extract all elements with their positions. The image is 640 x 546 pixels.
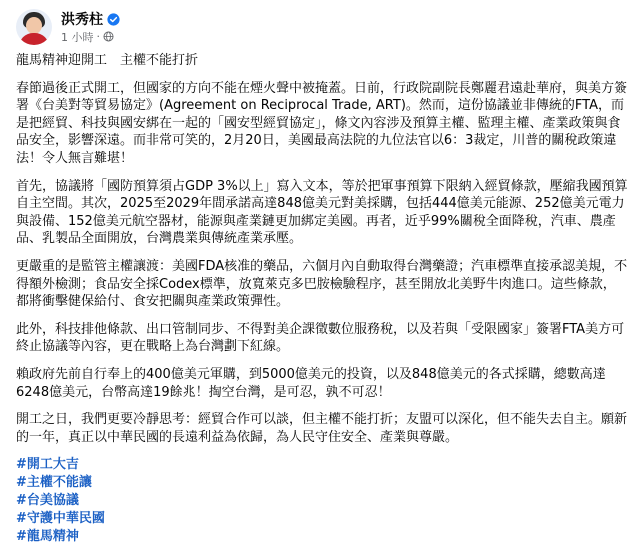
- post-paragraph: 開工之日，我們更要冷靜思考：經貿合作可以談，但主權不能打折；友盟可以深化，但不能失去自主。願新的一年，真正以中華民國的長遠利益為依歸，為人民守住安全、產業與尊嚴。: [16, 412, 628, 445]
- hashtag-link[interactable]: #龍馬精神: [16, 529, 79, 545]
- avatar[interactable]: [16, 9, 52, 45]
- post-paragraph: 賴政府先前自行奉上的400億美元軍購，到5000億美元的投資，以及848億美元的各式採購，總數高達6248億美元，台幣高達19餘兆！掏空台灣，是可忍，孰不可忍！: [16, 366, 606, 400]
- hashtag-link[interactable]: #守護中華民國: [16, 511, 105, 527]
- hashtag-link[interactable]: #主權不能讓: [16, 475, 92, 491]
- post-paragraph: 首先，協議將「國防預算須占GDP 3%以上」寫入文本，等於把軍事預算下限納入經貿條款，壓縮我國預算自主空間。其次，2025至2029年間承諾高達848億美元對美採購，包括444億美元能源、252億美元電力與設備、152億美元航空器材，能源與產業鏈更加綁定美國。再者，近乎99%關稅全面降稅，汽車、農產品、乳製品全面開放，台灣農業與傳統產業承壓。: [16, 178, 628, 247]
- post-timestamp[interactable]: 1 小時: [61, 30, 94, 44]
- post-paragraph: 此外，科技排他條款、出口管制同步、不得對美企課徵數位服務稅，以及若與「受限國家」簽署FTA美方可終止協議等內容，更在戰略上為台灣劃下紅線。: [16, 321, 625, 355]
- post-body: [16, 52, 628, 546]
- post-paragraph: 春節過後正式開工，但國家的方向不能在煙火聲中被掩蓋。日前，行政院副院長鄭麗君遠赴華府，與美方簽署《台美對等貿易協定》(Agreement on Reciprocal Trade, ART)。然而，這份協議並非傳統的FTA，而是把經貿、科技與國安綁在一起的「國安型經貿協定」，條文內容涉及預算主權、監理主權、產業政策與食品安全，影響深遠。而非常可笑的，2月20日，美國最高法院的九位法官以6：3裁定，川普的關稅政策違法！令人無言難堪！: [16, 80, 628, 166]
- post-header: [16, 10, 120, 44]
- verified-badge-icon: [107, 13, 120, 26]
- post-paragraph: 更嚴重的是監管主權讓渡：美國FDA核准的藥品，六個月內自動取得台灣藥證；汽車標準直接承認美規，不得額外檢測；食品安全採Codex標準，放寬萊克多巴胺檢驗程序，甚至開放北美野牛肉進口。這些條款，都將衝擊健保給付、食安把關與產業政策彈性。: [16, 258, 628, 310]
- hashtag-link[interactable]: #開工大吉: [16, 457, 79, 473]
- post-meta: [61, 11, 120, 44]
- hashtag-list: [16, 456, 628, 546]
- post-title: 龍馬精神迎開工 主權不能打折: [16, 53, 199, 68]
- globe-icon[interactable]: [103, 31, 114, 42]
- hashtag-link[interactable]: #台美協議: [16, 493, 79, 509]
- meta-separator: ·: [96, 30, 100, 43]
- author-name[interactable]: 洪秀柱: [61, 12, 103, 28]
